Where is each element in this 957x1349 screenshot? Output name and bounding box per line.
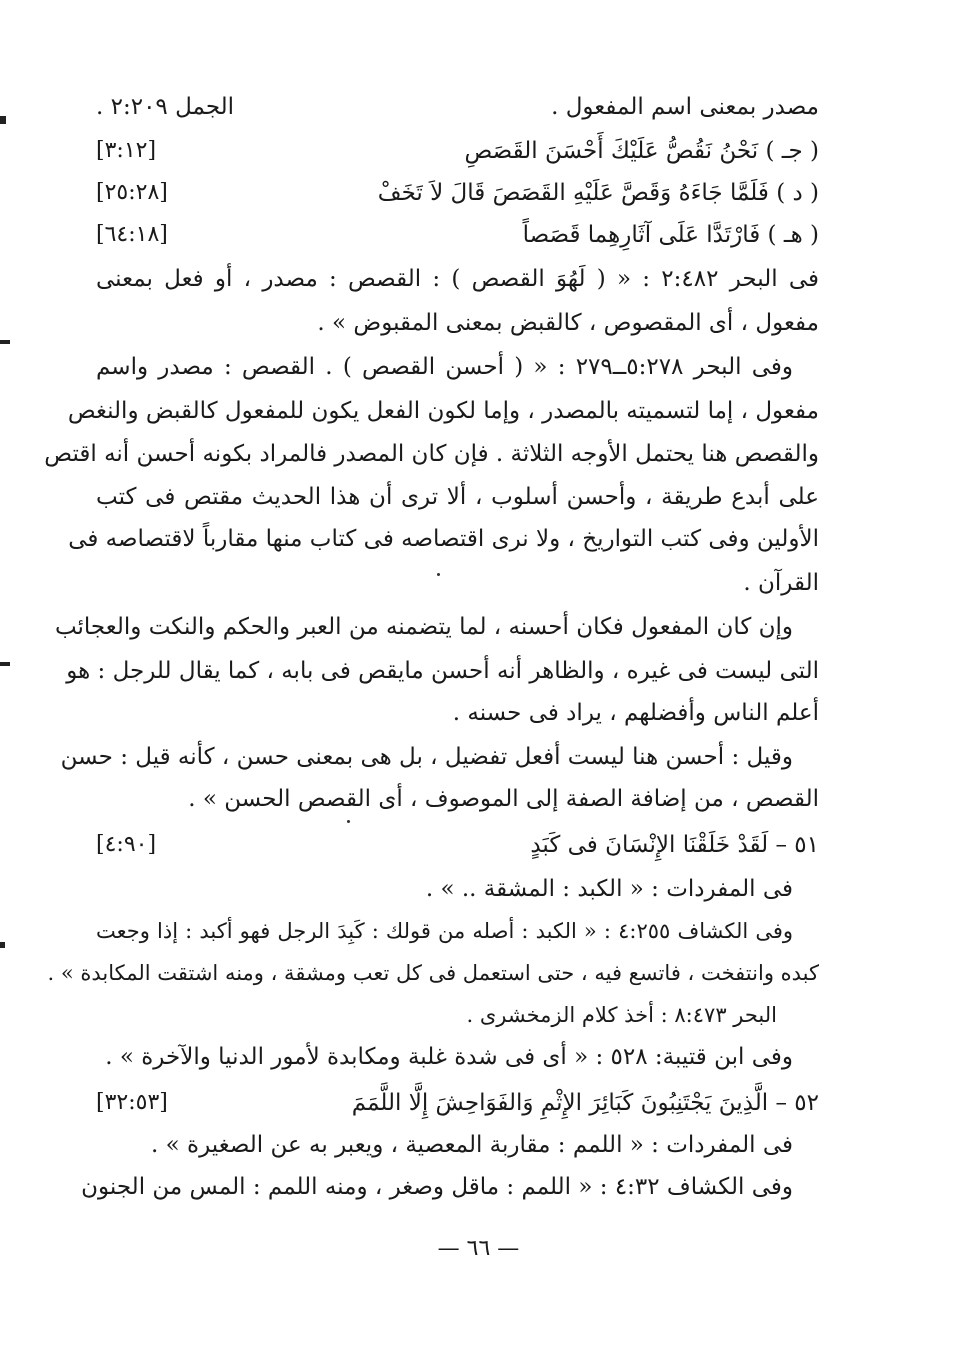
entry-52-line: فى المفردات : « اللمم : مقاربة المعصية ، ويعبر به عن الصغيرة » . (151, 1132, 793, 1158)
verse-jim-ref: [٣:١٢] (96, 138, 157, 163)
header-left: الجمل ٢:٢٠٩ . (96, 94, 235, 120)
entry-51-line: كبده وانتفخت ، فاتسع فيه ، حتى استعمل فى كل تعب ومشقة ، ومنه اشتقت المكابدة » . (47, 961, 819, 985)
paragraph-line: وإن كان المفعول فكان أحسنه ، لما يتضمنه من العبر والحكم والنكت والعجائب (54, 614, 793, 640)
paragraph-line: أعلم الناس وأفضلهم ، يراد فى حسنه . (452, 700, 819, 726)
entry-51-line: البحر ٨:٤٧٣ : أخذ كلام الزمخشرى . (466, 1003, 777, 1027)
scan-speck (437, 573, 440, 576)
scan-speck (347, 820, 350, 823)
paragraph-line: القصص ، من إضافة الصفة إلى الموصوف ، أى القصص الحسن » . (188, 786, 819, 812)
verse-jim: ( جـ ) نَحْنُ نَقُصُّ عَلَيْكَ أَحْسَنَ القَصَصِ (464, 138, 819, 164)
verse-dal: ( د ) فَلَمَّا جَاءَهُ وَقَصَّ عَلَيْهِ القَصَصَ قَالَ لاَ تَخَفْ (377, 180, 819, 206)
scan-margin-mark (0, 340, 10, 344)
paragraph-line: مفعول ، أى المقصوص ، كالقبض بمعنى المقبوض » . (317, 310, 819, 336)
paragraph-line: التى ليست فى غيره ، والظاهر أنه أحسن مايقص فى بابه ، كما يقال للرجل : هو (66, 658, 819, 684)
entry-52-verse: ٥٢ – الَّذِينَ يَجْتَنِبُونَ كَبَائِرَ الإِثْمِ وَالفَوَاحِشَ إِلَّا اللَّمَمَ (351, 1090, 819, 1116)
verse-ha-ref: [٦٤:١٨] (96, 222, 168, 247)
entry-52-line: وفى الكشاف ٤:٣٢ : « اللمم : ماقل وصغر ، ومنه اللمم : المس من الجنون (81, 1174, 793, 1200)
header-right: مصدر بمعنى اسم المفعول . (551, 94, 819, 120)
paragraph-line: فى البحر ٢:٤٨٢ : « ( لَهُوَ القصص ) : القصص : مصدر ، أو فعل بمعنى (96, 266, 820, 292)
paragraph-line: الأولين وفى كتب التواريخ ، ولا نرى اقتصاصه فى كتاب منها مقارباً لاقتصاصه فى (68, 526, 819, 552)
verse-dal-ref: [٢٥:٢٨] (96, 180, 168, 205)
entry-51-ref: [٤:٩٠] (96, 832, 157, 857)
entry-51-line: وفى ابن قتيبة: ٥٢٨ : « أى فى شدة غلبة ومكابدة لأمور الدنيا والآخرة » . (105, 1044, 793, 1070)
scan-margin-mark (0, 662, 10, 666)
page-number: — ٦٦ — (437, 1236, 520, 1261)
paragraph-line: القرآن . (743, 570, 819, 596)
entry-51-line: وفى الكشاف ٤:٢٥٥ : « الكبد : أصله من قولك : كَبِدَ الرجل فهو أكبد : إذا وجعت (96, 919, 794, 943)
paragraph-line: وقيل : أحسن هنا ليست أفعل تفضيل ، بل هى بمعنى حسن ، كأنه قيل : حسن (60, 744, 793, 770)
entry-51-line: فى المفردات : « الكبد : المشقة .. » . (425, 876, 793, 902)
paragraph-line: مفعول ، إما لتسميته بالمصدر ، وإما لكون الفعل يكون للمفعول كالقبض والنغص (67, 398, 819, 424)
scan-margin-mark (0, 942, 5, 948)
paragraph-line: على أبدع طريقة ، وأحسن أسلوب ، ألا ترى أن هذا الحديث مقتص فى كتب (96, 484, 819, 510)
entry-51-verse: ٥١ – لَقَدْ خَلَقْنَا الإِنْسَانَ فى كَبَدٍ (530, 832, 819, 858)
paragraph-line: وفى البحر ٥:٢٧٨ــ٢٧٩ : « ( أحسن القصص ) . القصص : مصدر واسم (96, 354, 793, 380)
scan-margin-mark (0, 116, 6, 124)
paragraph-line: والقصص هنا يحتمل الأوجه الثلاثة . فإن كان المصدر فالمراد بكونه أحسن أنه اقتص (44, 441, 819, 467)
entry-52-ref: [٣٢:٥٣] (96, 1090, 168, 1115)
verse-ha: ( هـ ) فَارْتَدَّا عَلَى آثَارِهِما قَصَصاً (522, 222, 819, 248)
